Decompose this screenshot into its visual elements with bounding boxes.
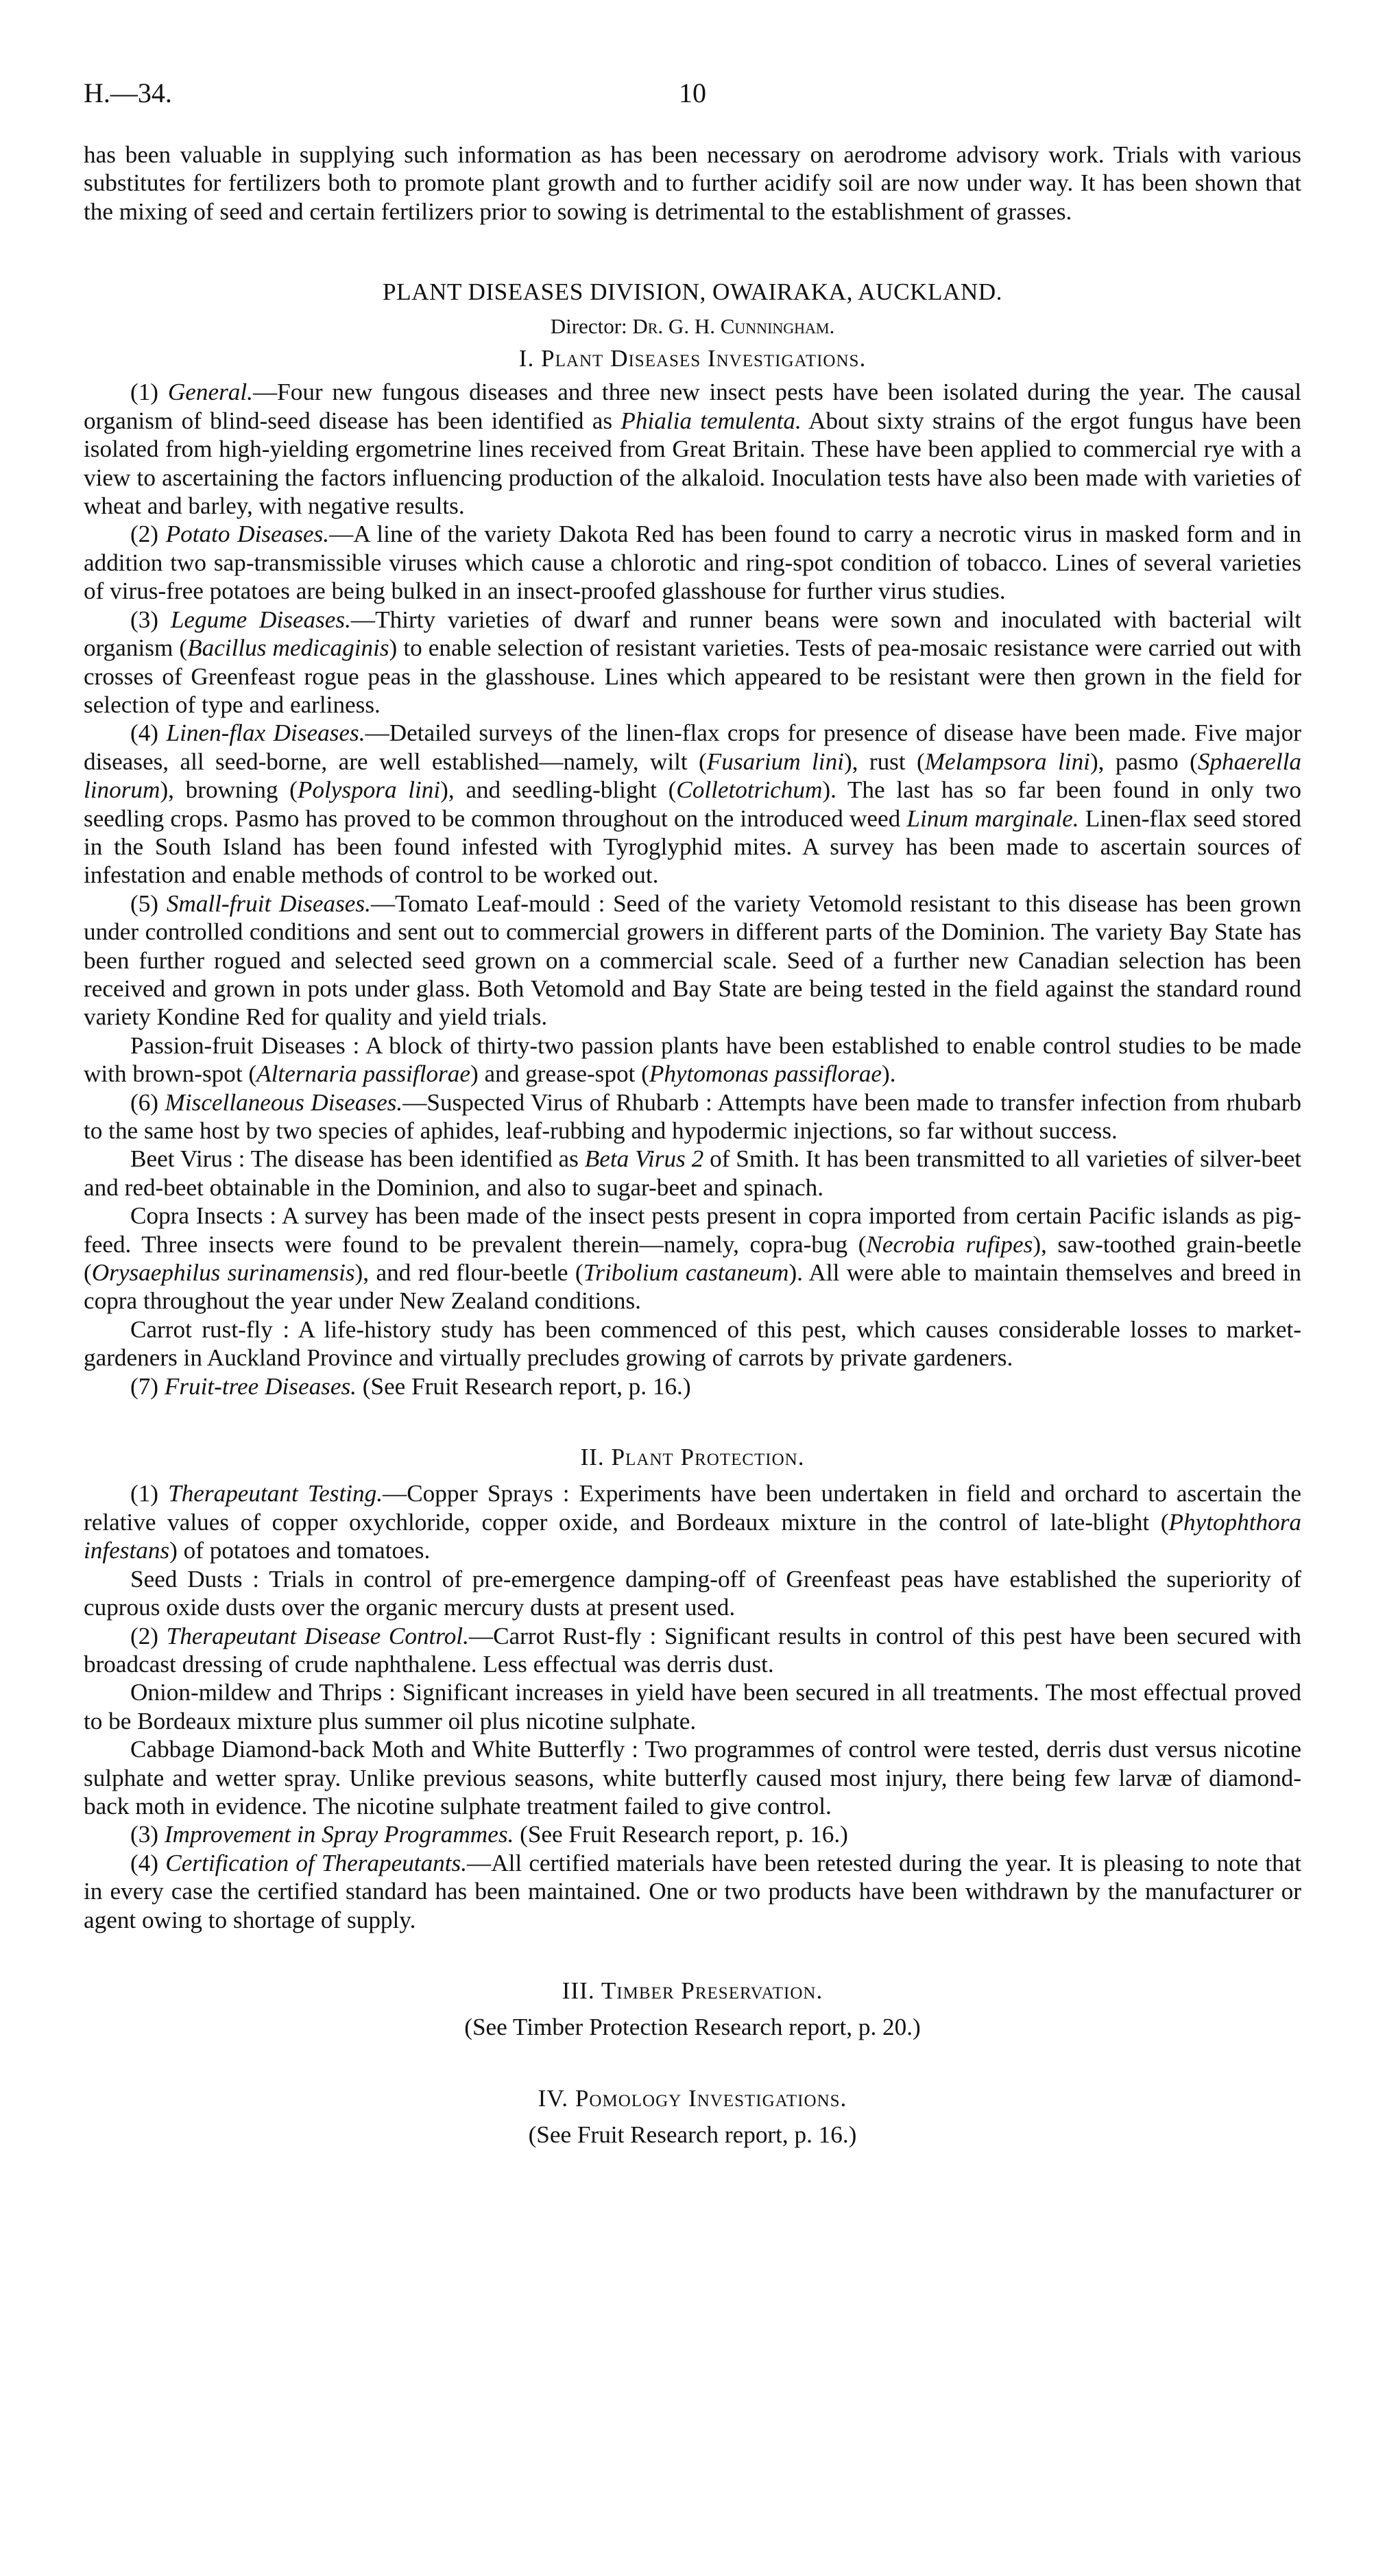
paragraph-carrot-rust-fly: Carrot rust-fly : A life-history study has been commenced of this pest, which causes considerable losses to market-gardeners in Auckland Province and virtually precludes growing of carrots by private gardeners.: [84, 1315, 1301, 1372]
paragraph-title: Potato Diseases.: [165, 521, 330, 548]
page-number: 10: [679, 77, 706, 108]
section-heading-plant-protection: II. Plant Protection.: [580, 1444, 805, 1471]
species-name: Phytomonas passiflorae: [649, 1060, 882, 1088]
page-header: [84, 77, 1301, 118]
division-title: PLANT DISEASES DIVISION, OWAIRAKA, AUCKLAND.: [383, 278, 1002, 306]
paragraph-beet-virus: Beet Virus : The disease has been identified as Beta Virus 2 of Smith. It has been transmitted to all varieties of silver-beet and red-beet obtainable in the Dominion, and also to sugar-beet and spinach.: [84, 1145, 1301, 1201]
timber-reference: (See Timber Protection Research report, p. 20.): [464, 2014, 921, 2041]
director-line: [84, 312, 1301, 340]
paragraph-general: (1) General.—Four new fungous diseases and three new insect pests have been isolated during the year. The causal organism of blind-seed disease has been identified as Phialia temulenta. About sixty strains of the ergot fungus have been isolated from high-yielding ergometrine lines received from Great Britain. These have been applied to commercial rye with a view to ascertaining the factors influencing production of the alkaloid. Inoculation tests have also been made with varieties of wheat and barley, with negative results.: [84, 379, 1302, 520]
species-name: Alternaria passiflorae: [256, 1060, 470, 1088]
section-heading-plant-diseases: I. Plant Diseases Investigations.: [518, 345, 867, 372]
paragraph-passion-fruit: Passion-fruit Diseases : A block of thirty-two passion plants have been established to enable control studies to be made with brown-spot (Alternaria passiflorae) and grease-spot (Phytomonas passiflorae).: [84, 1031, 1301, 1088]
species-name: Orysaephilus surinamensis: [91, 1259, 355, 1287]
species-name: Polyspora lini: [297, 776, 441, 804]
paragraph-fruit-tree-diseases: (7) Fruit-tree Diseases. (See Fruit Research report, p. 16.): [130, 1372, 691, 1400]
paragraph-title: Miscellaneous Diseases.: [165, 1088, 403, 1116]
paragraph-linen-flax-diseases: (4) Linen-flax Diseases.—Detailed surveys of the linen-flax crops for presence of disease have been made. Five major diseases, all seed-borne, are well established—namely, wilt (Fusarium lini), rust (Melampsora lini), pasmo (Sphaerella linorum), browning (Polyspora lini), and seedling-blight (Colletotrichum). The last has so far been found in only two seedling crops. Pasmo has proved to be common throughout on the introduced weed Linum marginale. Linen-flax seed stored in the South Island has been found infested with Tyroglyphid mites. A survey has been made to ascertain sources of infestation and enable methods of control to be worked out.: [84, 719, 1301, 889]
pomology-reference: (See Fruit Research report, p. 16.): [528, 2121, 857, 2149]
paragraph-title: Linen-flax Diseases.: [166, 719, 365, 747]
paragraph-title: Legume Diseases.: [170, 606, 351, 633]
page-content: [84, 141, 1301, 2149]
paragraph-potato-diseases: (2) Potato Diseases.—A line of the variety Dakota Red has been found to carry a necrotic virus in masked form and in addition two sap-transmissible viruses which cause a chlorotic and ring-spot condition of tobacco. Lines of several varieties of virus-free potatoes are being bulked in an insect-proofed glasshouse for further virus studies.: [84, 521, 1302, 605]
paragraph-spray-programmes: (3) Improvement in Spray Programmes. (See Fruit Research report, p. 16.): [130, 1821, 848, 1848]
paragraph-title: Certification of Therapeutants.: [165, 1849, 468, 1876]
director-label: Director:: [550, 313, 627, 338]
paragraph-certification: (4) Certification of Therapeutants.—All certified materials have been retested during the year. It is pleasing to note that in every case the certified standard has been maintained. One or two products have been withdrawn by the manufacturer or agent owing to shortage of supply.: [84, 1849, 1302, 1933]
species-name: Phytophthora infestans: [84, 1508, 1301, 1564]
paragraph-miscellaneous-diseases: (6) Miscellaneous Diseases.—Suspected Virus of Rhubarb : Attempts have been made to transfer infection from rhubarb to the same host by two species of aphides, leaf-rubbing and hypodermic injections, so far without success.: [84, 1088, 1302, 1144]
paragraph-small-fruit-diseases: (5) Small-fruit Diseases.—Tomato Leaf-mould : Seed of the variety Vetomold resistant to this disease has been grown under controlled conditions and sent out to commercial growers in different parts of the Dominion. The variety Bay State has been further rogued and selected seed grown on a commercial scale. Seed of a further new Canadian selection has been received and grown in pots under glass. Both Vetomold and Bay State are being tested in the field against the standard round variety Kondine Red for quality and yield trials.: [84, 890, 1301, 1031]
section-heading-pomology: IV. Pomology Investigations.: [538, 2084, 847, 2112]
paragraph-title: Small-fruit Diseases.: [166, 890, 371, 917]
species-name: Linum marginale.: [906, 804, 1079, 832]
species-name: Tribolium castaneum: [583, 1259, 789, 1287]
species-name: Necrobia rufipes: [866, 1230, 1033, 1258]
species-name: Melampsora lini: [924, 748, 1090, 775]
paragraph-title: Therapeutant Disease Control.: [166, 1622, 469, 1649]
species-name: Phialia temulenta.: [621, 407, 802, 434]
paragraph-legume-diseases: (3) Legume Diseases.—Thirty varieties of dwarf and runner beans were sown and inoculated with bacterial wilt organism (Bacillus medicaginis) to enable selection of resistant varieties. Tests of pea-mosaic resistance were carried out with crosses of Greenfeast rogue peas in the glasshouse. Lines which appeared to be resistant were then grown in the field for selection of type and earliness.: [84, 606, 1302, 718]
species-name: Fusarium lini: [706, 748, 844, 775]
species-name: Beta Virus 2: [584, 1145, 704, 1173]
report-reference: H.—34.: [84, 77, 172, 108]
paragraph-title: Therapeutant Testing.: [168, 1480, 383, 1507]
director-name: Dr. G. H. Cunningham.: [632, 313, 835, 338]
paragraph-disease-control: (2) Therapeutant Disease Control.—Carrot Rust-fly : Significant results in control of this pest have been secured with broadcast dressing of crude naphthalene. Less effectual was derris dust.: [84, 1622, 1301, 1678]
species-name: Sphaerella linorum: [84, 748, 1301, 804]
species-name: Bacillus medicaginis: [187, 634, 389, 662]
paragraph-title: General.: [167, 379, 253, 406]
paragraph-cabbage-moth: Cabbage Diamond-back Moth and White Butterfly : Two programmes of control were tested, derris dust versus nicotine sulphate and wetter spray. Unlike previous seasons, white butterfly caused most injury, there being few larvæ of diamond-back moth in evidence. The nicotine sulphate treatment failed to give control.: [84, 1736, 1301, 1820]
species-name: Colletotrichum: [676, 776, 823, 804]
section-heading-timber-preservation: III. Timber Preservation.: [562, 1977, 823, 2004]
paragraph-therapeutant-testing: (1) Therapeutant Testing.—Copper Sprays : Experiments have been undertaken in field and orchard to ascertain the relative values of copper oxychloride, copper oxide, and Bordeaux mixture in the control of late-blight (Phytophthora infestans) of potatoes and tomatoes.: [84, 1480, 1301, 1564]
paragraph-onion-mildew: Onion-mildew and Thrips : Significant increases in yield have been secured in all treatments. The most effectual proved to be Bordeaux mixture plus summer oil plus nicotine sulphate.: [84, 1679, 1301, 1734]
paragraph-seed-dusts: Seed Dusts : Trials in control of pre-emergence damping-off of Greenfeast peas have established the superiority of cuprous oxide dusts over the organic mercury dusts at present used.: [84, 1565, 1301, 1621]
paragraph-copra-insects: Copra Insects : A survey has been made of the insect pests present in copra imported from certain Pacific islands as pig-feed. Three insects were found to be prevalent therein—namely, copra-bug (Necrobia rufipes), saw-toothed grain-beetle (Orysaephilus surinamensis), and red flour-beetle (Tribolium castaneum). All were able to maintain themselves and breed in copra throughout the year under New Zealand conditions.: [84, 1202, 1301, 1315]
paragraph-title: Fruit-tree Diseases.: [164, 1372, 357, 1400]
intro-paragraph: has been valuable in supplying such information as has been necessary on aerodrome advisory work. Trials with various substitutes for fertilizers both to promote plant growth and to further acidify soil are now under way. It has been shown that the mixing of seed and certain fertilizers prior to sowing is detrimental to the establishment of grasses.: [84, 141, 1301, 225]
paragraph-title: Improvement in Spray Programmes.: [164, 1821, 514, 1848]
